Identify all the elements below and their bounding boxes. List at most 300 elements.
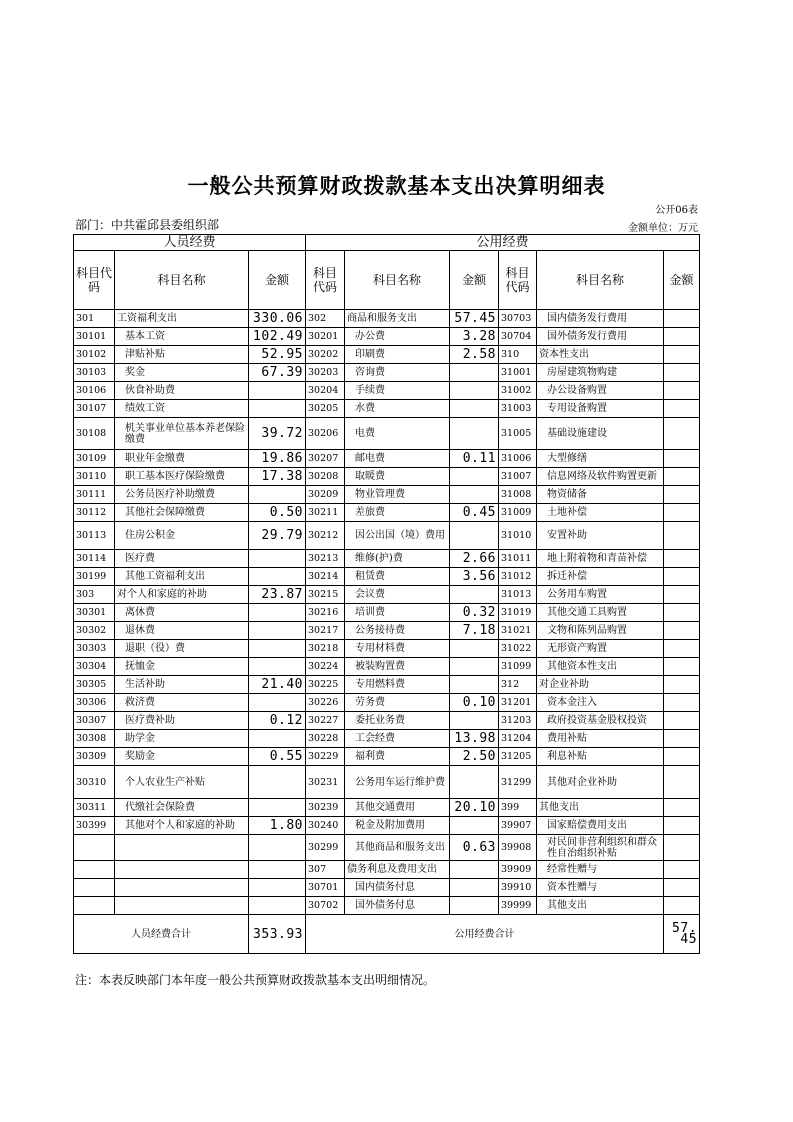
amount-cell: [450, 676, 499, 694]
subject-name-cell: 福利费: [345, 748, 450, 766]
amount-cell: [249, 835, 306, 861]
table-row: [74, 346, 700, 364]
amount-cell: 67.39: [249, 364, 306, 382]
subject-code-cell: 30226: [306, 694, 345, 712]
amount-cell: [249, 730, 306, 748]
subject-code-cell: 30101: [74, 328, 115, 346]
amount-cell: [450, 897, 499, 915]
subject-name-cell: 国外债务发行费用: [537, 328, 664, 346]
amount-cell: 2.58: [450, 346, 499, 364]
amount-cell: [664, 400, 700, 418]
table-row: [74, 730, 700, 748]
subject-name-cell: 物资储备: [537, 486, 664, 504]
amount-cell: [249, 766, 306, 799]
subject-code-cell: 30208: [306, 468, 345, 486]
subject-name-cell: 津贴补贴: [115, 346, 249, 364]
subject-name-cell: 大型修缮: [537, 450, 664, 468]
subject-name-cell: 专用材料费: [345, 640, 450, 658]
code-header: 科目代码: [499, 251, 537, 310]
amount-header: 金额: [450, 251, 499, 310]
amount-cell: [450, 468, 499, 486]
name-header: 科目名称: [537, 251, 664, 310]
subject-code-cell: 302: [306, 310, 345, 328]
table-row: [74, 486, 700, 504]
subject-code-cell: 30309: [74, 748, 115, 766]
subject-name-cell: 专用设备购置: [537, 400, 664, 418]
subject-code-cell: 30213: [306, 550, 345, 568]
subject-code-cell: 30307: [74, 712, 115, 730]
table-row: [74, 861, 700, 879]
subject-name-cell: 退职（役）费: [115, 640, 249, 658]
subject-name-cell: 税金及附加费用: [345, 817, 450, 835]
public-total-value: 57.45: [664, 915, 700, 954]
amount-cell: 0.32: [450, 604, 499, 622]
table-row: [74, 450, 700, 468]
subject-name-cell: 工会经费: [345, 730, 450, 748]
amount-cell: [249, 486, 306, 504]
amount-cell: [249, 694, 306, 712]
amount-cell: 21.40: [249, 676, 306, 694]
amount-cell: 7.18: [450, 622, 499, 640]
subject-code-cell: 30704: [499, 328, 537, 346]
subject-name-cell: 资本性支出: [537, 346, 664, 364]
department-label: 部门：中共霍邱县委组织部: [75, 218, 220, 232]
amount-header: 金额: [249, 251, 306, 310]
subject-code-cell: 30203: [306, 364, 345, 382]
subject-code-cell: 31022: [499, 640, 537, 658]
amount-cell: 20.10: [450, 799, 499, 817]
subject-name-cell: 地上附着物和青苗补偿: [537, 550, 664, 568]
subject-code-cell: 30207: [306, 450, 345, 468]
amount-cell: [249, 658, 306, 676]
amount-cell: [450, 382, 499, 400]
subject-name-cell: 绩效工资: [115, 400, 249, 418]
subject-code-cell: 30212: [306, 522, 345, 550]
table-row: [74, 694, 700, 712]
subject-name-cell: 安置补助: [537, 522, 664, 550]
amount-cell: [664, 504, 700, 522]
table-row: [74, 748, 700, 766]
table-row: [74, 550, 700, 568]
subject-code-cell: 30202: [306, 346, 345, 364]
subject-code-cell: 31299: [499, 766, 537, 799]
subject-name-cell: 利息补贴: [537, 748, 664, 766]
subject-code-cell: 39907: [499, 817, 537, 835]
subject-name-cell: 培训费: [345, 604, 450, 622]
subject-code-cell: 30206: [306, 418, 345, 450]
subject-code-cell: 30228: [306, 730, 345, 748]
subject-name-cell: 因公出国（境）费用: [345, 522, 450, 550]
subject-name-cell: 信息网络及软件购置更新: [537, 468, 664, 486]
subject-code-cell: 30311: [74, 799, 115, 817]
amount-cell: [450, 658, 499, 676]
subject-name-cell: 公务用车运行维护费: [345, 766, 450, 799]
subject-name-cell: 咨询费: [345, 364, 450, 382]
table-row: [74, 835, 700, 861]
subject-code-cell: 30703: [499, 310, 537, 328]
subject-name-cell: 其他社会保障缴费: [115, 504, 249, 522]
subject-name-cell: 经常性赠与: [537, 861, 664, 879]
amount-cell: 3.28: [450, 328, 499, 346]
amount-cell: 330.06: [249, 310, 306, 328]
amount-cell: [664, 658, 700, 676]
amount-cell: [249, 897, 306, 915]
amount-cell: [664, 712, 700, 730]
amount-cell: [450, 364, 499, 382]
subject-name-cell: 奖金: [115, 364, 249, 382]
subject-code-cell: 30199: [74, 568, 115, 586]
amount-cell: 0.63: [450, 835, 499, 861]
table-row: [74, 310, 700, 328]
subject-code-cell: 30205: [306, 400, 345, 418]
subject-code-cell: 31205: [499, 748, 537, 766]
subject-code-cell: 31005: [499, 418, 537, 450]
table-row: [74, 568, 700, 586]
amount-cell: [450, 400, 499, 418]
amount-cell: [249, 550, 306, 568]
subject-name-cell: 其他交通工具购置: [537, 604, 664, 622]
subject-code-cell: 30108: [74, 418, 115, 450]
table-row: [74, 522, 700, 550]
subject-name-cell: 住房公积金: [115, 522, 249, 550]
subject-name-cell: 职业年金缴费: [115, 450, 249, 468]
amount-cell: [664, 897, 700, 915]
amount-cell: [664, 346, 700, 364]
subject-code-cell: 30204: [306, 382, 345, 400]
table-row: [74, 897, 700, 915]
table-row: [74, 604, 700, 622]
subject-code-cell: [74, 861, 115, 879]
subject-name-cell: 资本金注入: [537, 694, 664, 712]
subject-code-cell: 31001: [499, 364, 537, 382]
amount-cell: [664, 310, 700, 328]
amount-cell: [664, 486, 700, 504]
subject-code-cell: 30111: [74, 486, 115, 504]
subject-code-cell: [74, 835, 115, 861]
amount-cell: [664, 382, 700, 400]
subject-name-cell: 医疗费: [115, 550, 249, 568]
subject-code-cell: 30302: [74, 622, 115, 640]
name-header: 科目名称: [345, 251, 450, 310]
subject-name-cell: 公务接待费: [345, 622, 450, 640]
subject-code-cell: 399: [499, 799, 537, 817]
subject-name-cell: 基本工资: [115, 328, 249, 346]
amount-cell: 0.12: [249, 712, 306, 730]
amount-cell: [664, 766, 700, 799]
subject-name-cell: [115, 879, 249, 897]
subject-name-cell: 劳务费: [345, 694, 450, 712]
subject-name-cell: 其他支出: [537, 799, 664, 817]
table-row: [74, 658, 700, 676]
subject-code-cell: 30229: [306, 748, 345, 766]
subject-code-cell: 31013: [499, 586, 537, 604]
subject-name-cell: 职工基本医疗保险缴费: [115, 468, 249, 486]
subject-name-cell: 其他对企业补助: [537, 766, 664, 799]
subject-name-cell: 政府投资基金股权投资: [537, 712, 664, 730]
amount-cell: [664, 861, 700, 879]
subject-name-cell: 伙食补助费: [115, 382, 249, 400]
subject-code-cell: 31008: [499, 486, 537, 504]
public-total-label: 公用经费合计: [306, 915, 664, 954]
table-row: [74, 586, 700, 604]
unit-label: 金额单位：万元: [628, 223, 698, 234]
amount-cell: [664, 364, 700, 382]
amount-cell: [450, 861, 499, 879]
table-row: [74, 468, 700, 486]
subject-name-cell: 物业管理费: [345, 486, 450, 504]
subject-code-cell: 30308: [74, 730, 115, 748]
amount-cell: [450, 712, 499, 730]
subject-code-cell: 31011: [499, 550, 537, 568]
subject-name-cell: 助学金: [115, 730, 249, 748]
subject-name-cell: 租赁费: [345, 568, 450, 586]
form-number: 公开06表: [655, 205, 698, 216]
subject-name-cell: 印刷费: [345, 346, 450, 364]
subject-name-cell: 办公费: [345, 328, 450, 346]
subject-code-cell: 30240: [306, 817, 345, 835]
subject-code-cell: 30399: [74, 817, 115, 835]
subject-code-cell: 31019: [499, 604, 537, 622]
amount-cell: [664, 694, 700, 712]
amount-cell: [664, 586, 700, 604]
subject-name-cell: 会议费: [345, 586, 450, 604]
subject-code-cell: 30224: [306, 658, 345, 676]
subject-code-cell: 30304: [74, 658, 115, 676]
subject-name-cell: 其他支出: [537, 897, 664, 915]
subject-name-cell: 委托业务费: [345, 712, 450, 730]
subject-code-cell: 31003: [499, 400, 537, 418]
subject-name-cell: 邮电费: [345, 450, 450, 468]
subject-name-cell: 公务用车购置: [537, 586, 664, 604]
subject-code-cell: 31204: [499, 730, 537, 748]
table-row: [74, 504, 700, 522]
amount-cell: 2.66: [450, 550, 499, 568]
amount-cell: [664, 640, 700, 658]
subject-name-cell: 差旅费: [345, 504, 450, 522]
subject-code-cell: 30310: [74, 766, 115, 799]
table-row: [74, 799, 700, 817]
amount-cell: 13.98: [450, 730, 499, 748]
subject-code-cell: 30114: [74, 550, 115, 568]
subject-code-cell: 30107: [74, 400, 115, 418]
subject-code-cell: 30305: [74, 676, 115, 694]
amount-cell: [664, 468, 700, 486]
subject-name-cell: 费用补贴: [537, 730, 664, 748]
code-header: 科目代码: [306, 251, 345, 310]
subject-name-cell: 生活补助: [115, 676, 249, 694]
amount-cell: [249, 879, 306, 897]
subject-code-cell: 30301: [74, 604, 115, 622]
public-group-header: 公用经费: [306, 235, 700, 251]
subject-name-cell: 土地补偿: [537, 504, 664, 522]
code-header: 科目代码: [74, 251, 115, 310]
subject-name-cell: 医疗费补助: [115, 712, 249, 730]
subject-name-cell: 被装购置费: [345, 658, 450, 676]
amount-cell: [664, 730, 700, 748]
subject-code-cell: 30201: [306, 328, 345, 346]
subject-code-cell: 31012: [499, 568, 537, 586]
subject-code-cell: 30231: [306, 766, 345, 799]
amount-cell: [249, 568, 306, 586]
subject-code-cell: 31099: [499, 658, 537, 676]
table-row: [74, 712, 700, 730]
amount-cell: [450, 586, 499, 604]
subject-code-cell: 30109: [74, 450, 115, 468]
subject-name-cell: 国内债务发行费用: [537, 310, 664, 328]
personnel-total-label: 人员经费合计: [74, 915, 249, 954]
amount-cell: [664, 450, 700, 468]
subject-code-cell: 307: [306, 861, 345, 879]
subject-name-cell: [115, 897, 249, 915]
subject-code-cell: 30103: [74, 364, 115, 382]
table-row: [74, 622, 700, 640]
amount-cell: 19.86: [249, 450, 306, 468]
amount-cell: [664, 522, 700, 550]
amount-cell: 39.72: [249, 418, 306, 450]
subject-code-cell: 303: [74, 586, 115, 604]
subject-name-cell: [115, 861, 249, 879]
subject-name-cell: 国内债务付息: [345, 879, 450, 897]
amount-cell: [249, 400, 306, 418]
subject-name-cell: 手续费: [345, 382, 450, 400]
subject-code-cell: 30702: [306, 897, 345, 915]
subject-name-cell: 对个人和家庭的补助: [115, 586, 249, 604]
amount-cell: 102.49: [249, 328, 306, 346]
subject-code-cell: 31021: [499, 622, 537, 640]
subject-code-cell: 30113: [74, 522, 115, 550]
subject-name-cell: 基础设施建设: [537, 418, 664, 450]
subject-code-cell: 301: [74, 310, 115, 328]
table-row: [74, 418, 700, 450]
subject-name-cell: 公务员医疗补助缴费: [115, 486, 249, 504]
amount-cell: 0.50: [249, 504, 306, 522]
subject-name-cell: 维修(护)费: [345, 550, 450, 568]
amount-cell: 17.38: [249, 468, 306, 486]
subject-name-cell: 无形资产购置: [537, 640, 664, 658]
amount-header: 金额: [664, 251, 700, 310]
subject-name-cell: 其他工资福利支出: [115, 568, 249, 586]
subject-code-cell: 31203: [499, 712, 537, 730]
amount-cell: 0.45: [450, 504, 499, 522]
subject-code-cell: 31006: [499, 450, 537, 468]
subject-name-cell: 其他资本性支出: [537, 658, 664, 676]
subject-name-cell: 文物和陈列品购置: [537, 622, 664, 640]
amount-cell: [664, 835, 700, 861]
subject-name-cell: 工资福利支出: [115, 310, 249, 328]
subject-name-cell: 对企业补助: [537, 676, 664, 694]
subject-name-cell: 办公设备购置: [537, 382, 664, 400]
subject-code-cell: 39910: [499, 879, 537, 897]
amount-cell: 0.55: [249, 748, 306, 766]
amount-cell: [664, 418, 700, 450]
amount-cell: 57.45: [450, 310, 499, 328]
subject-code-cell: 30102: [74, 346, 115, 364]
personnel-total-value: 353.93: [249, 915, 306, 954]
subject-code-cell: [74, 897, 115, 915]
amount-cell: [664, 676, 700, 694]
subject-code-cell: 30227: [306, 712, 345, 730]
subject-code-cell: 30216: [306, 604, 345, 622]
subject-name-cell: 水费: [345, 400, 450, 418]
table-row: [74, 766, 700, 799]
subject-code-cell: 31009: [499, 504, 537, 522]
subject-code-cell: 30239: [306, 799, 345, 817]
amount-cell: [450, 522, 499, 550]
subject-code-cell: 30225: [306, 676, 345, 694]
amount-cell: 52.95: [249, 346, 306, 364]
amount-cell: [664, 748, 700, 766]
table-row: [74, 676, 700, 694]
subject-code-cell: 39909: [499, 861, 537, 879]
amount-cell: [664, 550, 700, 568]
subject-code-cell: 31201: [499, 694, 537, 712]
subject-name-cell: 国外债务付息: [345, 897, 450, 915]
amount-cell: [249, 604, 306, 622]
subject-code-cell: 30106: [74, 382, 115, 400]
amount-cell: [249, 861, 306, 879]
amount-cell: [450, 640, 499, 658]
table-row: [74, 400, 700, 418]
page-title: 一般公共预算财政拨款基本支出决算明细表: [187, 174, 606, 198]
subject-code-cell: 30217: [306, 622, 345, 640]
subject-code-cell: 30306: [74, 694, 115, 712]
subject-code-cell: 30112: [74, 504, 115, 522]
subject-code-cell: 39999: [499, 897, 537, 915]
personnel-group-header: 人员经费: [74, 235, 306, 251]
subject-name-cell: 专用燃料费: [345, 676, 450, 694]
subject-name-cell: 其他交通费用: [345, 799, 450, 817]
table-row: [74, 328, 700, 346]
table-row: [74, 382, 700, 400]
table-row: [74, 817, 700, 835]
amount-cell: 1.80: [249, 817, 306, 835]
amount-cell: 29.79: [249, 522, 306, 550]
subject-code-cell: 30303: [74, 640, 115, 658]
subject-name-cell: 对民间非营利组织和群众性自治组织补贴: [537, 835, 664, 861]
subject-name-cell: 代缴社会保险费: [115, 799, 249, 817]
subject-name-cell: 电费: [345, 418, 450, 450]
amount-cell: [664, 568, 700, 586]
subject-code-cell: 30214: [306, 568, 345, 586]
amount-cell: [450, 817, 499, 835]
amount-cell: [664, 879, 700, 897]
subject-name-cell: 离休费: [115, 604, 249, 622]
subject-name-cell: 取暖费: [345, 468, 450, 486]
subject-name-cell: [115, 835, 249, 861]
amount-cell: [249, 799, 306, 817]
subject-code-cell: 31010: [499, 522, 537, 550]
subject-code-cell: [74, 879, 115, 897]
amount-cell: [664, 328, 700, 346]
subject-code-cell: 31007: [499, 468, 537, 486]
amount-cell: [249, 382, 306, 400]
subject-name-cell: 资本性赠与: [537, 879, 664, 897]
subject-name-cell: 退休费: [115, 622, 249, 640]
amount-cell: [450, 879, 499, 897]
subject-name-cell: 个人农业生产补贴: [115, 766, 249, 799]
subject-code-cell: 310: [499, 346, 537, 364]
amount-cell: 0.10: [450, 694, 499, 712]
amount-cell: 23.87: [249, 586, 306, 604]
subject-name-cell: 救济费: [115, 694, 249, 712]
amount-cell: 0.11: [450, 450, 499, 468]
amount-cell: [664, 799, 700, 817]
amount-cell: [664, 604, 700, 622]
subject-code-cell: 30299: [306, 835, 345, 861]
subject-name-cell: 商品和服务支出: [345, 310, 450, 328]
amount-cell: [450, 766, 499, 799]
table-row: [74, 640, 700, 658]
